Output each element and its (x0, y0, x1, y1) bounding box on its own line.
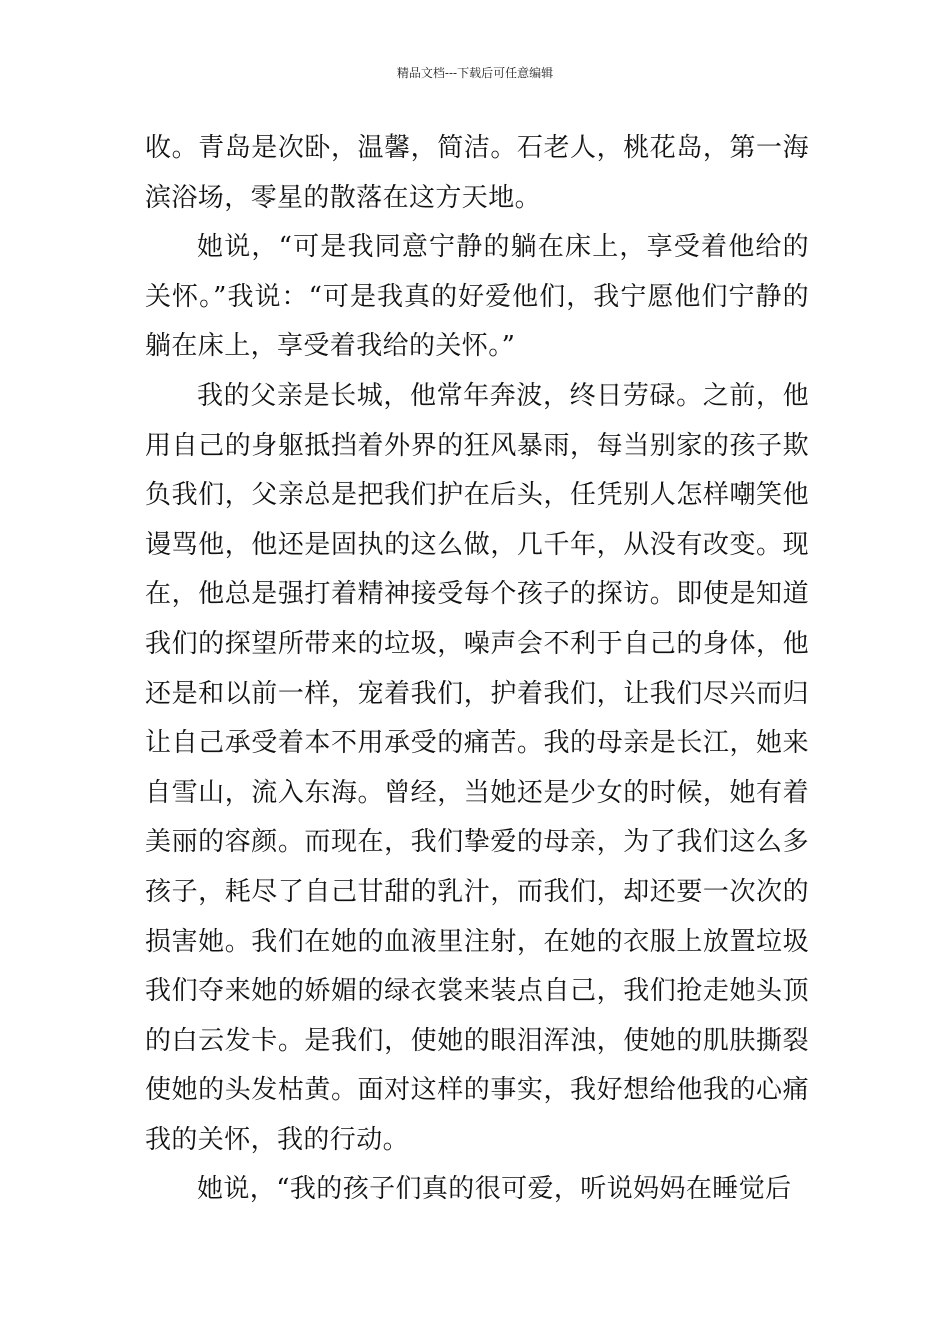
document-body (145, 124, 809, 1215)
paragraph: 她说，“我的孩子们真的很可爱，听说妈妈在睡觉后 (197, 1174, 792, 1205)
paragraph: 她说，“可是我同意宁静的躺在床上，享受着他给的关怀。”我说：“可是我真的好爱他们，我宁愿他们宁静的躺在床上，享受着我给的关怀。” (145, 232, 809, 362)
paragraph: 我的父亲是长城，他常年奔波，终日劳碌。之前，他用自己的身躯抵挡着外界的狂风暴雨，每当别家的孩子欺负我们，父亲总是把我们护在后头，任凭别人怎样嘲笑他谩骂他，他还是固执的这么做，几千年，从没有改变。现在，他总是强打着精神接受每个孩子的探访。即使是知道我们的探望所带来的垃圾，噪声会不利于自己的身体，他还是和以前一样，宠着我们，护着我们，让我们尽兴而归让自己承受着本不用承受的痛苦。我的母亲是长江，她来自雪山，流入东海。曾经，当她还是少女的时候，她有着美丽的容颜。而现在，我们挚爱的母亲，为了我们这么多孩子，耗尽了自己甘甜的乳汁，而我们，却还要一次次的损害她。我们在她的血液里注射，在她的衣服上放置垃圾我们夺来她的娇媚的绿衣裳来装点自己，我们抢走她头顶的白云发卡。是我们，使她的眼泪浑浊，使她的肌肤撕裂使她的头发枯黄。面对这样的事实，我好想给他我的心痛我的关怀，我的行动。 (145, 380, 809, 1155)
paragraph-continuation: 收。青岛是次卧，温馨，简洁。石老人，桃花岛，第一海滨浴场，零星的散落在这方天地。 (145, 133, 809, 213)
page-header: 精品文档---下载后可任意编辑 (396, 66, 554, 80)
